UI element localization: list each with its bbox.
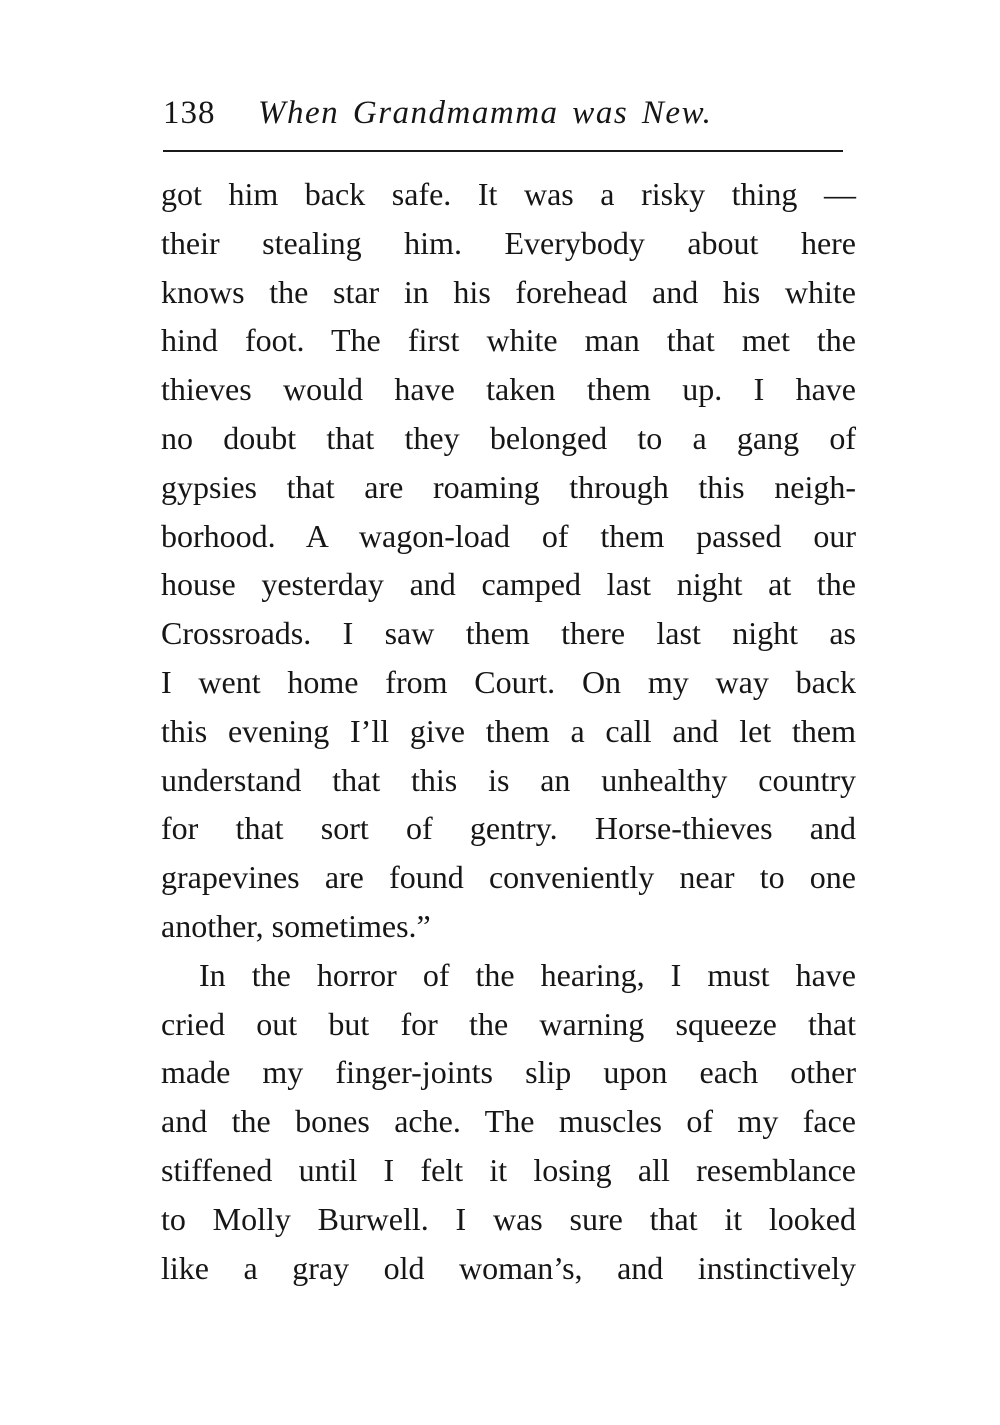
text-line: for that sort of gentry. Horse-thieves and <box>161 810 856 847</box>
paragraph-end-line: another, sometimes.” <box>161 907 431 944</box>
text-line: and the bones ache. The muscles of my face <box>161 1103 856 1140</box>
paragraph-start-line: In the horror of the hearing, I must have <box>199 956 856 993</box>
header-rule <box>163 150 843 152</box>
text-line: I went home from Court. On my way back <box>161 663 856 700</box>
text-line: got him back safe. It was a risky thing — <box>161 176 856 212</box>
text-line: this evening I’ll give them a call and let them <box>161 712 856 749</box>
page-number: 138 <box>163 95 216 131</box>
text-line: their stealing him. Everybody about here <box>161 224 856 261</box>
text-line: like a gray old woman’s, and instinctively <box>161 1249 856 1286</box>
text-line: no doubt that they belonged to a gang of <box>161 419 856 456</box>
text-line: cried out but for the warning squeeze that <box>161 1005 856 1042</box>
text-line: gypsies that are roaming through this neigh- <box>161 468 856 505</box>
running-title: When Grandmamma was New. <box>258 95 713 131</box>
text-line: borhood. A wagon-load of them passed our <box>161 517 856 554</box>
text-line: made my finger-joints slip upon each other <box>161 1054 856 1091</box>
text-line: thieves would have taken them up. I have <box>161 371 856 408</box>
text-line: knows the star in his forehead and his white <box>161 273 856 310</box>
running-header <box>163 88 853 138</box>
body-text <box>161 170 856 1292</box>
text-line: house yesterday and camped last night at the <box>161 566 856 603</box>
text-line: Crossroads. I saw them there last night as <box>161 615 856 652</box>
text-line: to Molly Burwell. I was sure that it looked <box>161 1200 856 1237</box>
text-line: understand that this is an unhealthy country <box>161 761 856 798</box>
text-line: hind foot. The first white man that met the <box>161 322 856 359</box>
text-line: stiffened until I felt it losing all resemblance <box>161 1151 856 1188</box>
text-line: grapevines are found conveniently near to one <box>161 859 856 896</box>
